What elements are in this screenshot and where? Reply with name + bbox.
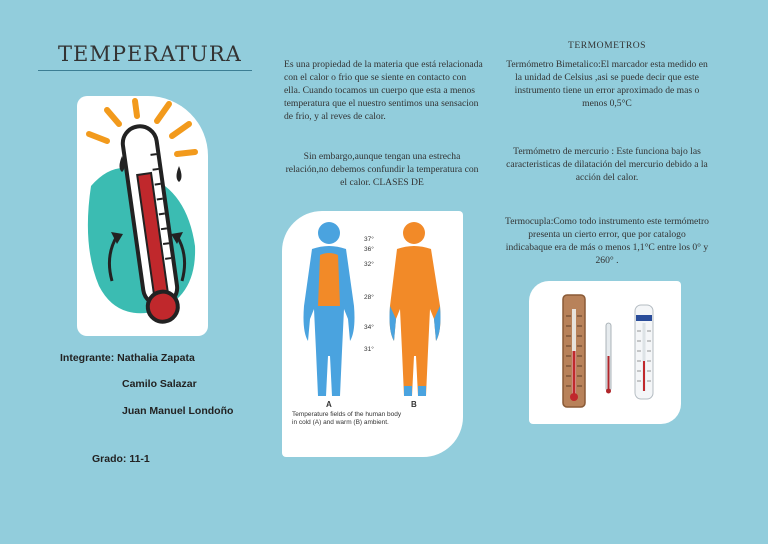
mercury-thermometer-text: Termómetro de mercurio : Este funciona bajo las caracteristicas de dilatación del mercurio debido a la acción del calor. [506, 146, 708, 183]
temp-label: 36° [364, 246, 374, 253]
thermometers-image [529, 281, 681, 424]
figure-caption: Temperature fields of the human body [292, 411, 402, 418]
temp-label: 37° [364, 236, 374, 243]
page-title: TEMPERATURA [58, 42, 242, 66]
member-name: Camilo Salazar [122, 378, 197, 390]
member-name: Juan Manuel Londoño [122, 405, 234, 417]
body-temperature-image [282, 211, 463, 457]
body-a-figure [304, 222, 355, 396]
thermometer-illustration [77, 96, 208, 336]
temperature-vs-heat-text: Sin embargo,aunque tengan una estrecha relación,no debemos confundir la temperatura con el calor. CLASES DE [285, 151, 479, 188]
thermometers-photo [529, 281, 681, 424]
integrante-name: Integrante: Nathalia Zapata [60, 352, 195, 364]
temp-label: 34° [364, 324, 374, 331]
temp-label: 32° [364, 261, 374, 268]
figure-caption: in cold (A) and warm (B) ambient. [292, 419, 389, 426]
body-temperature-figure [282, 211, 463, 457]
temp-label: 28° [364, 294, 374, 301]
title-divider [38, 70, 252, 71]
bimetallic-thermometer-text: Termómetro Bimetalico:El marcador esta medido en la unidad de Celsius ,asi se puede decir que este instrumento tiene un error aproximado de mas o menos 0,5°C [506, 59, 708, 109]
termometros-heading: TERMOMETROS [568, 40, 646, 51]
temperature-definition: Es una propiedad de la materia que está relacionada con el calor o frio que se siente en contacto con ella. Cuando tocamos un cuerpo que esta a menos temperatura que el nuestro sentimos una sensacion de frio, y al reves de calor. [284, 59, 483, 122]
thermometer-icon [77, 96, 208, 336]
label-a: A [326, 400, 332, 409]
label-b: B [411, 400, 417, 409]
temp-label: 31° [364, 346, 374, 353]
thermocouple-text: Termocupla:Como todo instrumento este termómetro presenta un cierto error, que por catalogo indicabaque era de más o menos 1,1°C entre los 0° y 260° . [505, 216, 709, 266]
grade-label: Grado: 11-1 [92, 453, 150, 465]
body-b-figure [390, 222, 441, 396]
